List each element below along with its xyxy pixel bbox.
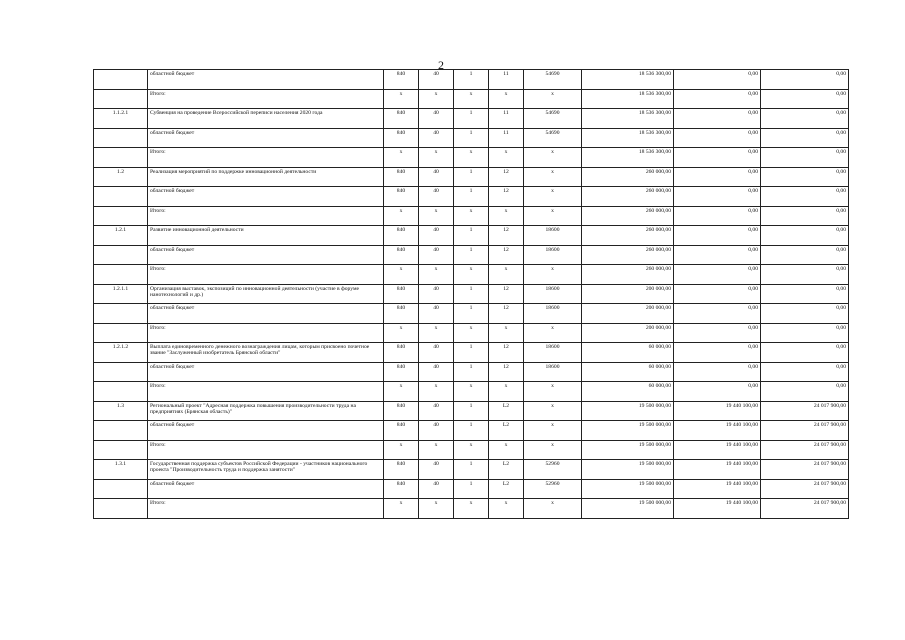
cell-code <box>94 265 148 285</box>
cell-gr: x <box>384 265 419 285</box>
table-row <box>94 343 849 363</box>
cell-amount-2: 0,00 <box>674 284 761 304</box>
cell-amount-1: 200 000,00 <box>582 304 674 324</box>
table-row <box>94 245 849 265</box>
cell-amount-3: 0,00 <box>761 323 849 343</box>
cell-amount-2: 0,00 <box>674 265 761 285</box>
cell-vr: x <box>524 440 582 460</box>
cell-vr: 18600 <box>524 304 582 324</box>
cell-amount-1: 60 000,00 <box>582 343 674 363</box>
cell-pr: 1 <box>454 362 489 382</box>
cell-amount-2: 0,00 <box>674 304 761 324</box>
cell-vr: x <box>524 323 582 343</box>
cell-amount-3: 0,00 <box>761 304 849 324</box>
cell-amount-3: 0,00 <box>761 109 849 129</box>
cell-code: 1.2.1.1 <box>94 284 148 304</box>
table-row <box>94 70 849 90</box>
table-row <box>94 499 849 519</box>
cell-rz: 40 <box>419 187 454 207</box>
cell-cs: x <box>489 440 524 460</box>
cell-gr: x <box>384 206 419 226</box>
cell-pr: 1 <box>454 167 489 187</box>
cell-amount-2: 0,00 <box>674 362 761 382</box>
cell-pr: x <box>454 148 489 168</box>
cell-amount-1: 200 000,00 <box>582 323 674 343</box>
table-row <box>94 109 849 129</box>
cell-name: областной бюджет <box>148 421 384 441</box>
cell-amount-3: 0,00 <box>761 167 849 187</box>
cell-cs: L2 <box>489 401 524 421</box>
cell-vr: x <box>524 421 582 441</box>
cell-amount-3: 0,00 <box>761 148 849 168</box>
cell-rz: 40 <box>419 109 454 129</box>
cell-name: областной бюджет <box>148 362 384 382</box>
cell-pr: 1 <box>454 343 489 363</box>
cell-amount-2: 0,00 <box>674 148 761 168</box>
table-row <box>94 460 849 480</box>
cell-pr: 1 <box>454 109 489 129</box>
cell-name: Выплата единовременного денежного вознаграждения лицам, которым присвоено почетное звание "Заслуженный изобретатель Брянской области" <box>148 343 384 363</box>
cell-cs: 12 <box>489 167 524 187</box>
cell-amount-1: 18 536 300,00 <box>582 89 674 109</box>
cell-amount-2: 0,00 <box>674 89 761 109</box>
cell-vr: 18600 <box>524 362 582 382</box>
cell-amount-1: 19 500 000,00 <box>582 421 674 441</box>
cell-name: Итого: <box>148 148 384 168</box>
cell-name: Итого: <box>148 265 384 285</box>
cell-cs: x <box>489 382 524 402</box>
cell-amount-2: 19 440 100,00 <box>674 421 761 441</box>
cell-vr: 18600 <box>524 245 582 265</box>
cell-amount-1: 18 536 300,00 <box>582 128 674 148</box>
cell-rz: 40 <box>419 128 454 148</box>
cell-vr: x <box>524 89 582 109</box>
cell-cs: x <box>489 89 524 109</box>
cell-rz: 40 <box>419 362 454 382</box>
cell-gr: x <box>384 499 419 519</box>
cell-amount-2: 19 440 100,00 <box>674 460 761 480</box>
cell-vr: 52960 <box>524 460 582 480</box>
cell-vr: x <box>524 401 582 421</box>
cell-code <box>94 382 148 402</box>
cell-pr: 1 <box>454 128 489 148</box>
cell-amount-3: 0,00 <box>761 343 849 363</box>
cell-rz: x <box>419 382 454 402</box>
cell-amount-1: 18 536 300,00 <box>582 148 674 168</box>
cell-cs: 12 <box>489 226 524 246</box>
cell-amount-3: 0,00 <box>761 187 849 207</box>
cell-name: областной бюджет <box>148 479 384 499</box>
cell-amount-1: 200 000,00 <box>582 284 674 304</box>
cell-pr: 1 <box>454 460 489 480</box>
cell-code <box>94 128 148 148</box>
cell-rz: 40 <box>419 284 454 304</box>
cell-name: Развитие инновационной деятельности <box>148 226 384 246</box>
table-row <box>94 362 849 382</box>
cell-amount-2: 0,00 <box>674 245 761 265</box>
cell-cs: 12 <box>489 343 524 363</box>
cell-pr: x <box>454 499 489 519</box>
cell-pr: x <box>454 323 489 343</box>
cell-amount-3: 24 017 900,00 <box>761 401 849 421</box>
cell-pr: x <box>454 382 489 402</box>
cell-pr: 1 <box>454 284 489 304</box>
table-row <box>94 440 849 460</box>
cell-amount-3: 0,00 <box>761 226 849 246</box>
cell-vr: 54690 <box>524 109 582 129</box>
cell-amount-2: 0,00 <box>674 167 761 187</box>
cell-rz: x <box>419 206 454 226</box>
cell-amount-3: 0,00 <box>761 128 849 148</box>
cell-pr: x <box>454 206 489 226</box>
cell-name: Организация выставок, экспозиций по инновационной деятельности (участие в форуме нанотехнологий и др.) <box>148 284 384 304</box>
cell-amount-1: 260 000,00 <box>582 245 674 265</box>
cell-vr: 18600 <box>524 284 582 304</box>
table-row <box>94 89 849 109</box>
cell-amount-3: 24 017 900,00 <box>761 460 849 480</box>
cell-gr: 840 <box>384 343 419 363</box>
cell-code <box>94 421 148 441</box>
cell-amount-1: 60 000,00 <box>582 382 674 402</box>
table-row <box>94 187 849 207</box>
cell-pr: 1 <box>454 70 489 90</box>
cell-code <box>94 304 148 324</box>
cell-cs: x <box>489 499 524 519</box>
cell-code <box>94 187 148 207</box>
table-row <box>94 479 849 499</box>
cell-gr: x <box>384 323 419 343</box>
cell-amount-3: 0,00 <box>761 89 849 109</box>
cell-name: областной бюджет <box>148 128 384 148</box>
cell-vr: 18600 <box>524 343 582 363</box>
cell-amount-2: 19 440 100,00 <box>674 401 761 421</box>
cell-rz: x <box>419 323 454 343</box>
cell-amount-1: 260 000,00 <box>582 206 674 226</box>
table-row <box>94 421 849 441</box>
cell-name: Итого: <box>148 89 384 109</box>
cell-rz: x <box>419 265 454 285</box>
cell-gr: 840 <box>384 109 419 129</box>
cell-code <box>94 362 148 382</box>
cell-amount-2: 19 440 100,00 <box>674 440 761 460</box>
cell-amount-2: 0,00 <box>674 109 761 129</box>
cell-amount-2: 0,00 <box>674 226 761 246</box>
cell-rz: 40 <box>419 460 454 480</box>
cell-amount-2: 0,00 <box>674 70 761 90</box>
cell-cs: 12 <box>489 304 524 324</box>
cell-cs: 12 <box>489 362 524 382</box>
cell-code: 1.3.1 <box>94 460 148 480</box>
cell-name: областной бюджет <box>148 187 384 207</box>
cell-amount-3: 0,00 <box>761 265 849 285</box>
cell-rz: 40 <box>419 421 454 441</box>
cell-amount-1: 19 500 000,00 <box>582 401 674 421</box>
cell-amount-2: 0,00 <box>674 382 761 402</box>
cell-code <box>94 245 148 265</box>
cell-gr: x <box>384 382 419 402</box>
cell-amount-1: 260 000,00 <box>582 187 674 207</box>
cell-vr: x <box>524 265 582 285</box>
cell-name: Итого: <box>148 499 384 519</box>
cell-cs: 12 <box>489 245 524 265</box>
cell-cs: 11 <box>489 128 524 148</box>
cell-pr: 1 <box>454 401 489 421</box>
cell-code: 1.2.1 <box>94 226 148 246</box>
cell-amount-1: 19 500 000,00 <box>582 479 674 499</box>
table-row <box>94 323 849 343</box>
cell-gr: 840 <box>384 187 419 207</box>
cell-cs: 11 <box>489 109 524 129</box>
cell-vr: x <box>524 167 582 187</box>
cell-code: 1.2 <box>94 167 148 187</box>
cell-pr: 1 <box>454 187 489 207</box>
cell-amount-3: 0,00 <box>761 382 849 402</box>
cell-vr: x <box>524 382 582 402</box>
cell-name: Государственная поддержка субъектов Российской Федерации - участников национального проекта "Производительность труда и поддержка занятости" <box>148 460 384 480</box>
cell-vr: x <box>524 499 582 519</box>
cell-amount-2: 0,00 <box>674 323 761 343</box>
cell-cs: x <box>489 323 524 343</box>
cell-rz: x <box>419 440 454 460</box>
cell-gr: x <box>384 148 419 168</box>
cell-name: областной бюджет <box>148 70 384 90</box>
cell-rz: x <box>419 148 454 168</box>
cell-pr: x <box>454 265 489 285</box>
cell-cs: L2 <box>489 479 524 499</box>
cell-rz: 40 <box>419 70 454 90</box>
table-row <box>94 265 849 285</box>
cell-gr: 840 <box>384 304 419 324</box>
cell-pr: x <box>454 89 489 109</box>
cell-amount-3: 0,00 <box>761 206 849 226</box>
cell-name: областной бюджет <box>148 304 384 324</box>
table-row <box>94 167 849 187</box>
cell-gr: x <box>384 89 419 109</box>
cell-amount-2: 0,00 <box>674 343 761 363</box>
cell-gr: 840 <box>384 401 419 421</box>
cell-amount-3: 24 017 900,00 <box>761 440 849 460</box>
cell-code <box>94 89 148 109</box>
cell-vr: 54690 <box>524 128 582 148</box>
cell-pr: 1 <box>454 226 489 246</box>
cell-vr: 54690 <box>524 70 582 90</box>
cell-amount-1: 18 536 300,00 <box>582 109 674 129</box>
cell-amount-2: 0,00 <box>674 128 761 148</box>
cell-amount-3: 24 017 900,00 <box>761 499 849 519</box>
cell-amount-1: 260 000,00 <box>582 265 674 285</box>
cell-code: 1.3 <box>94 401 148 421</box>
cell-name: Субвенция на проведение Всероссийской переписи населения 2020 года <box>148 109 384 129</box>
cell-amount-3: 0,00 <box>761 284 849 304</box>
cell-code <box>94 499 148 519</box>
cell-rz: 40 <box>419 167 454 187</box>
cell-pr: 1 <box>454 304 489 324</box>
cell-code <box>94 206 148 226</box>
cell-code <box>94 148 148 168</box>
cell-cs: x <box>489 206 524 226</box>
cell-name: Итого: <box>148 206 384 226</box>
cell-rz: 40 <box>419 479 454 499</box>
cell-gr: 840 <box>384 479 419 499</box>
table-row <box>94 206 849 226</box>
cell-vr: 18600 <box>524 226 582 246</box>
cell-gr: 840 <box>384 167 419 187</box>
cell-amount-3: 24 017 900,00 <box>761 479 849 499</box>
cell-gr: 840 <box>384 284 419 304</box>
cell-name: областной бюджет <box>148 245 384 265</box>
cell-cs: L2 <box>489 421 524 441</box>
table-row <box>94 304 849 324</box>
cell-gr: 840 <box>384 245 419 265</box>
cell-rz: 40 <box>419 401 454 421</box>
cell-amount-1: 19 500 000,00 <box>582 460 674 480</box>
table-row <box>94 284 849 304</box>
cell-cs: 12 <box>489 187 524 207</box>
table-row <box>94 128 849 148</box>
cell-gr: 840 <box>384 226 419 246</box>
page-number: 2 <box>438 58 444 72</box>
cell-cs: x <box>489 265 524 285</box>
cell-gr: 840 <box>384 362 419 382</box>
budget-table <box>93 69 849 519</box>
cell-code <box>94 440 148 460</box>
cell-amount-3: 0,00 <box>761 245 849 265</box>
cell-cs: x <box>489 148 524 168</box>
cell-amount-3: 0,00 <box>761 70 849 90</box>
cell-rz: 40 <box>419 343 454 363</box>
cell-code <box>94 479 148 499</box>
cell-gr: x <box>384 440 419 460</box>
cell-code: 1.1.2.1 <box>94 109 148 129</box>
cell-rz: 40 <box>419 245 454 265</box>
cell-name: Итого: <box>148 382 384 402</box>
cell-amount-2: 0,00 <box>674 187 761 207</box>
cell-code: 1.2.1.2 <box>94 343 148 363</box>
cell-name: Итого: <box>148 440 384 460</box>
cell-amount-1: 18 536 300,00 <box>582 70 674 90</box>
cell-rz: x <box>419 499 454 519</box>
cell-rz: 40 <box>419 226 454 246</box>
cell-amount-2: 0,00 <box>674 206 761 226</box>
cell-amount-3: 0,00 <box>761 362 849 382</box>
cell-rz: x <box>419 89 454 109</box>
cell-gr: 840 <box>384 128 419 148</box>
cell-code <box>94 323 148 343</box>
cell-cs: 12 <box>489 284 524 304</box>
cell-pr: 1 <box>454 479 489 499</box>
cell-name: Реализация мероприятий по поддержке инновационной деятельности <box>148 167 384 187</box>
cell-pr: 1 <box>454 421 489 441</box>
cell-gr: 840 <box>384 460 419 480</box>
cell-vr: x <box>524 187 582 207</box>
cell-gr: 840 <box>384 421 419 441</box>
cell-cs: L2 <box>489 460 524 480</box>
table-row <box>94 401 849 421</box>
table-row <box>94 226 849 246</box>
table-row <box>94 382 849 402</box>
cell-amount-2: 19 440 100,00 <box>674 479 761 499</box>
cell-rz: 40 <box>419 304 454 324</box>
cell-amount-1: 19 500 000,00 <box>582 440 674 460</box>
cell-vr: 52960 <box>524 479 582 499</box>
cell-pr: x <box>454 440 489 460</box>
cell-pr: 1 <box>454 245 489 265</box>
table-body <box>94 70 849 519</box>
cell-amount-2: 19 440 100,00 <box>674 499 761 519</box>
cell-amount-1: 260 000,00 <box>582 167 674 187</box>
cell-gr: 840 <box>384 70 419 90</box>
cell-name: Итого: <box>148 323 384 343</box>
cell-vr: x <box>524 206 582 226</box>
cell-amount-1: 19 500 000,00 <box>582 499 674 519</box>
cell-amount-1: 260 000,00 <box>582 226 674 246</box>
cell-code <box>94 70 148 90</box>
cell-name: Региональный проект "Адресная поддержка повышения производительности труда на предприятиях (Брянская область)" <box>148 401 384 421</box>
cell-cs: 11 <box>489 70 524 90</box>
cell-amount-3: 24 017 900,00 <box>761 421 849 441</box>
table-row <box>94 148 849 168</box>
cell-vr: x <box>524 148 582 168</box>
cell-amount-1: 60 000,00 <box>582 362 674 382</box>
